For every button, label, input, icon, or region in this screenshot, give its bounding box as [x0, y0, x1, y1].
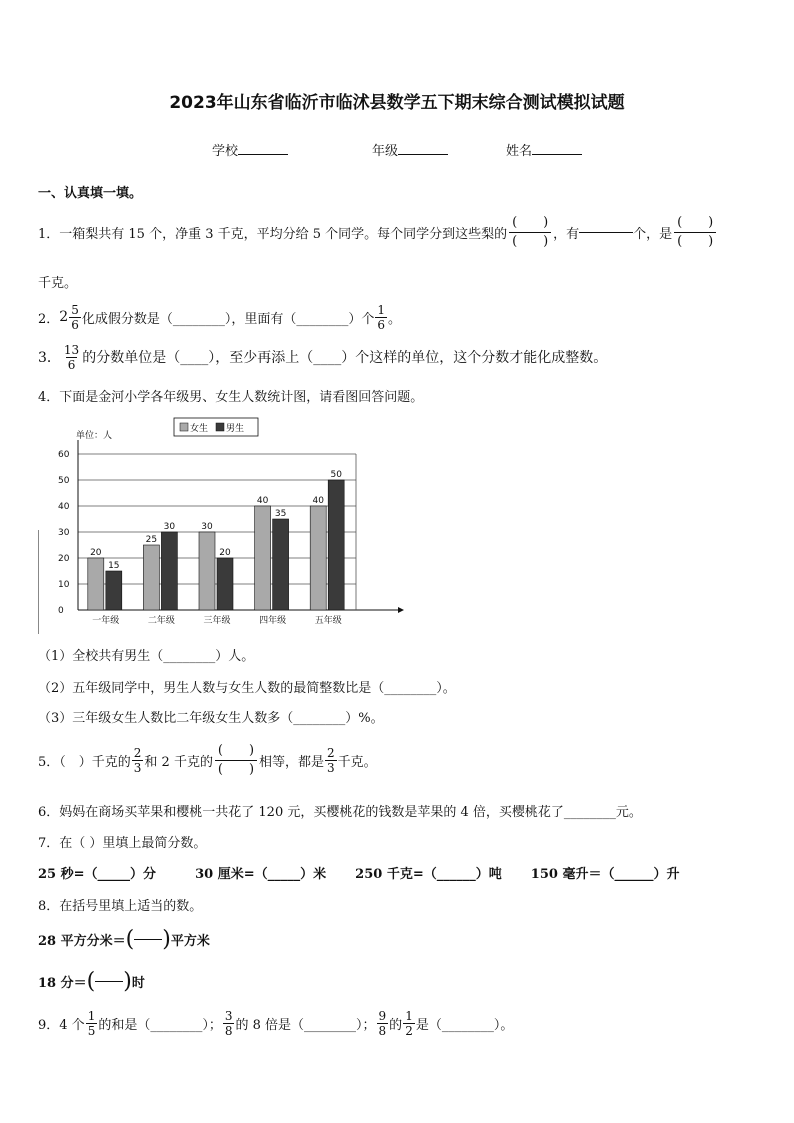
legend-swatch-male: [216, 423, 224, 431]
q8-blank-2[interactable]: ( ): [86, 968, 132, 994]
bar-value-label: 30: [163, 522, 176, 532]
q8-line-2: 18 分＝ ( ) 时: [38, 968, 145, 994]
legend-label-female: 女生: [190, 424, 209, 434]
question-4: 4．下面是金河小学各年级男、女生人数统计图，请看图回答问题。: [38, 390, 424, 405]
bar-chart: [38, 412, 408, 634]
bar: [88, 558, 104, 610]
legend-swatch-female: [180, 423, 188, 431]
bar: [255, 506, 271, 610]
x-tick-label: 一年级: [92, 616, 120, 626]
name-label: 姓名: [506, 144, 533, 159]
q7-item-3: 250 千克=（______）吨: [355, 867, 502, 882]
bar: [106, 571, 122, 610]
bar-value-label: 35: [274, 509, 287, 519]
x-axis-arrow: [398, 607, 404, 613]
x-tick-label: 三年级: [203, 616, 231, 626]
q4-sub3: （3）三年级女生人数比二年级女生人数多（________）%。: [38, 711, 384, 726]
question-3: 3． $\frac{13}{6}$ 的分数单位是（____），至少再添上（____）个这样的单位，这个分数才能化成整数。: [38, 342, 608, 372]
bar-value-label: 25: [145, 535, 158, 545]
x-tick-label: 五年级: [314, 616, 342, 626]
school-blank[interactable]: [238, 154, 288, 155]
x-tick-label: 二年级: [147, 616, 175, 626]
q1-fraction-blank[interactable]: ( ) ( ): [509, 214, 551, 251]
q2-whole: 2: [59, 309, 69, 325]
q3-fraction: $\frac{13}{6}$: [63, 342, 80, 372]
school-field: [212, 140, 288, 159]
bar: [161, 532, 177, 610]
bar: [273, 519, 289, 610]
bar-value-label: 30: [201, 522, 213, 532]
section-heading: 一、认真填一填。: [38, 186, 143, 201]
bar-value-label: 50: [330, 470, 342, 480]
bar: [199, 532, 215, 610]
q1-text: 1．一箱梨共有 15 个，净重 3 千克，平均分给 5 个同学。每个同学分到这些梨的: [38, 226, 508, 242]
chart-bars: [88, 480, 344, 610]
q2-unit-fraction: $\frac{1}{6}$: [377, 302, 385, 332]
school-label: 学校: [212, 144, 239, 159]
page-title: 2023年山东省临沂市临沭县数学五下期末综合测试模拟试题: [169, 93, 625, 113]
bar: [217, 558, 233, 610]
question-7: 7．在（ ）里填上最简分数。: [38, 836, 207, 851]
bar: [328, 480, 344, 610]
grade-field: [372, 140, 448, 159]
y-tick-label: 0: [58, 606, 64, 616]
q7-item-2: 30 厘米=（_____）米: [195, 867, 327, 882]
bar-value-label: 40: [256, 496, 269, 506]
y-tick-label: 30: [58, 528, 70, 538]
unit-label: 单位：人: [76, 431, 113, 441]
bar: [310, 506, 326, 610]
q1-weight-fraction-blank[interactable]: ( ) ( ): [674, 214, 716, 251]
question-8: 8．在括号里填上适当的数。: [38, 899, 203, 914]
bar-value-label: 15: [108, 561, 120, 571]
question-6: 6．妈妈在商场买苹果和樱桃一共花了 120 元，买樱桃花的钱数是苹果的 4 倍，买樱桃花了________元。: [38, 805, 642, 820]
bar: [143, 545, 159, 610]
q4-sub2: （2）五年级同学中，男生人数与女生人数的最简整数比是（________）。: [38, 681, 456, 696]
name-field: [506, 140, 582, 159]
q7-items: [38, 863, 679, 882]
bar-value-label: 20: [219, 548, 231, 558]
grade-blank[interactable]: [398, 154, 448, 155]
question-9: 9．4 个 $\frac{1}{5}$ 的和是（________）； $\frac{3}{8}$ 的 8 倍是（________）； $\frac{9}{8}$ 的 $\frac{1}{2}$ 是（________）。: [38, 1008, 514, 1038]
bar-value-label: 40: [312, 496, 324, 506]
question-5: 5．（ ）千克的 $\frac{2}{3}$ 和 2 千克的 ( ) ( ) 相等，都是 $\frac{2}{3}$ 千克。: [38, 742, 377, 777]
y-tick-label: 40: [58, 502, 70, 512]
q8-blank-1[interactable]: ( ): [125, 926, 171, 952]
q7-item-1: 25 秒=（_____）分: [38, 867, 157, 882]
name-blank[interactable]: [532, 154, 582, 155]
q8-line-1: 28 平方分米＝ ( ) 平方米: [38, 926, 210, 952]
legend-label-male: 男生: [226, 424, 245, 434]
q4-sub1: （1）全校共有男生（________）人。: [38, 649, 255, 664]
y-tick-label: 60: [58, 450, 70, 460]
x-tick-label: 四年级: [259, 616, 287, 626]
question-2: 2． 2 $\frac{5}{6}$ 化成假分数是（________），里面有（________）个 $\frac{1}{6}$ 。: [38, 302, 402, 332]
y-tick-label: 10: [58, 580, 70, 590]
question-1: 1．一箱梨共有 15 个，净重 3 千克，平均分给 5 个同学。每个同学分到这些梨的 ( ) ( ) ，有 个，是 ( ) ( ): [38, 210, 718, 254]
q1-unit: 千克。: [38, 276, 78, 291]
q5-fraction-blank[interactable]: ( ) ( ): [215, 742, 257, 779]
q1-count-blank[interactable]: [579, 232, 633, 233]
grade-label: 年级: [372, 144, 399, 159]
bar-value-label: 20: [90, 548, 102, 558]
q7-item-4: 150 毫升＝（______）升: [530, 867, 680, 882]
y-tick-label: 50: [58, 476, 70, 486]
q2-mixed-fraction: $\frac{5}{6}$: [71, 302, 79, 332]
y-tick-label: 20: [58, 554, 70, 564]
